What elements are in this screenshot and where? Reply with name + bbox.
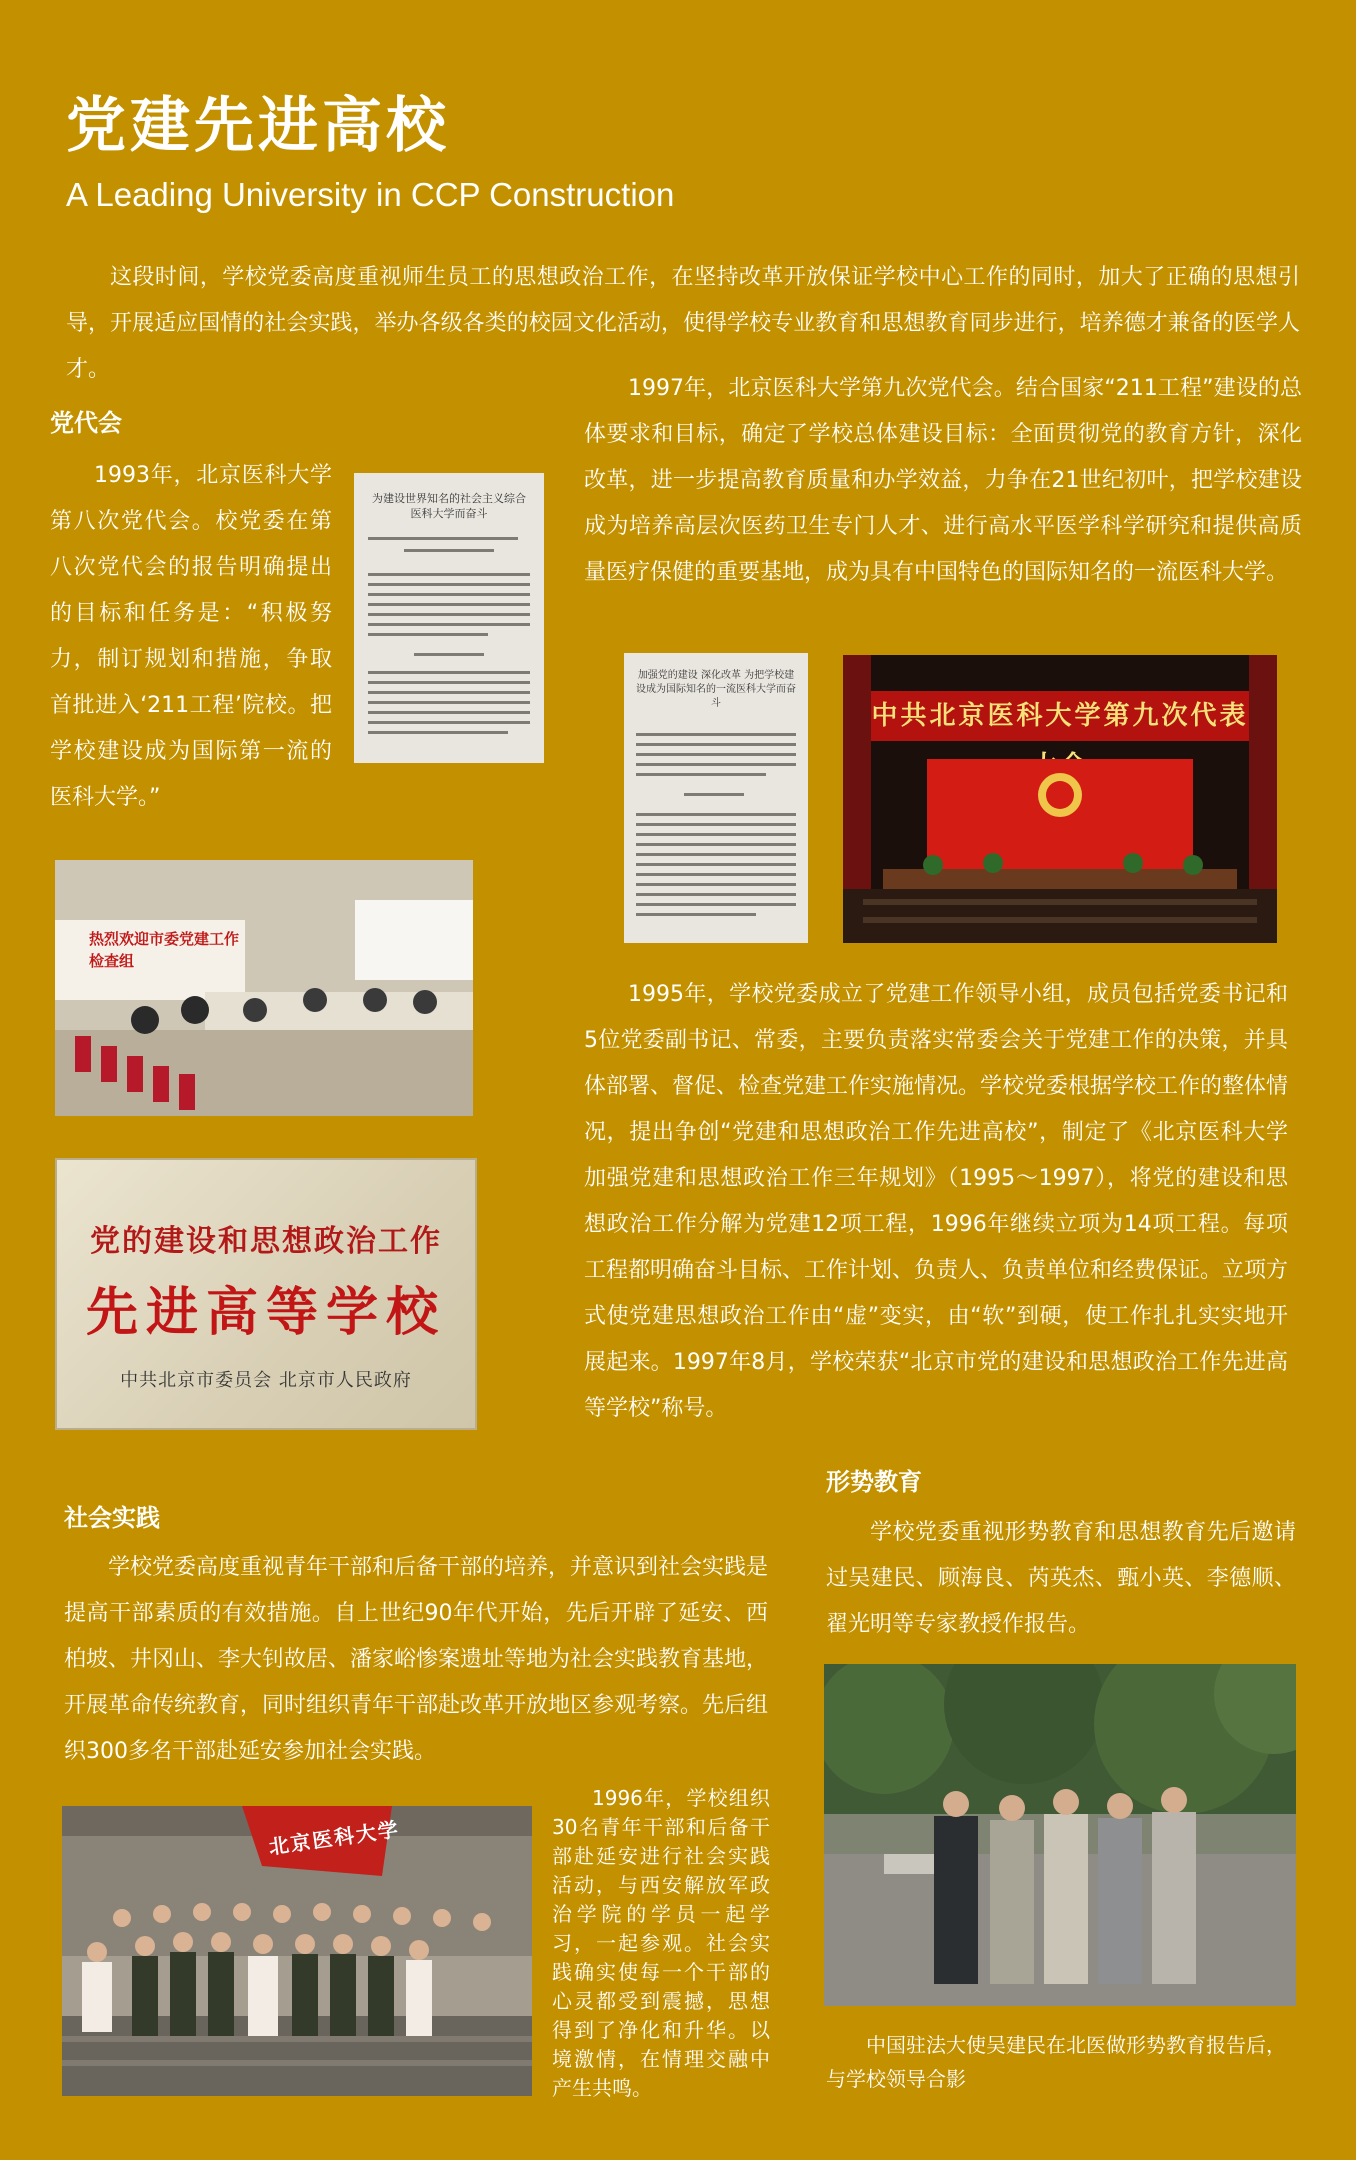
- inspection-meeting-photo: [55, 860, 473, 1116]
- report-document-title: 为建设世界知名的社会主义综合医科大学而奋斗: [372, 492, 526, 520]
- plaque-line-1: 党的建设和思想政治工作: [90, 1224, 442, 1259]
- ambassador-photo-caption: 中国驻法大使吴建民在北医做形势教育报告后，与学校领导合影: [826, 2033, 1286, 2091]
- meeting-scene-graphic: [55, 860, 473, 1116]
- congress-report-title: 加强党的建设 深化改革 为把学校建设成为国际知名的一流医科大学而奋斗: [636, 670, 796, 709]
- situation-education-heading: 形势教育: [826, 1468, 922, 1496]
- intro-paragraph: 这段时间，学校党委高度重视师生员工的思想政治工作，在坚持改革开放保证学校中心工作的同时，加大了正确的思想引导，开展适应国情的社会实践，举办各级各类的校园文化活动，使得学校专业教育和思想教育同步进行，培养德才兼备的医学人才。: [66, 265, 1300, 382]
- party-congress-heading: 党代会: [50, 409, 122, 437]
- congress-1997-text: 1997年，北京医科大学第九次党代会。结合国家“211工程”建设的总体要求和目标，确定了学校总体建设目标：全面贯彻党的教育方针，深化改革，进一步提高教育质量和办学效益，力争在21世纪初叶，把学校建设成为培养高层次医药卫生专门人才、进行高水平医学科学研究和提供高质量医疗保健的重要基地，成为具有中国特色的国际知名的一流医科大学。: [584, 376, 1302, 585]
- meeting-banner: 热烈欢迎市委党建工作检查组: [89, 930, 240, 970]
- social-practice-1996-text: 1996年，学校组织30名青年干部和后备干部赴延安进行社会实践活动，与西安解放军政治学院的学员一起学习，一起参观。社会实践确实使每一个干部的心灵都受到震撼，思想得到了净化和升华。以境激情，在情理交融中产生共鸣。: [552, 1786, 770, 2100]
- plaque-line-2: 先进高等学校: [85, 1282, 446, 1343]
- congress-1993-text: 1993年，北京医科大学第八次党代会。校党委在第八次党代会的报告明确提出的目标和任务是：“积极努力，制订规划和措施，争取首批进入‘211工程’院校。把学校建设成为国际第一流的医科大学。”: [50, 463, 332, 810]
- congress-hall-photo: [843, 655, 1277, 943]
- situation-education-text: 学校党委重视形势教育和思想教育先后邀请过吴建民、顾海良、芮英杰、甄小英、李德顺、翟光明等专家教授作报告。: [826, 1520, 1296, 1637]
- hall-banner: 中共北京医科大学第九次代表: [861, 691, 1259, 741]
- congress-report-photo: [624, 653, 808, 943]
- flag-text: 北京医科大学: [267, 1816, 402, 1860]
- page-title: 党建先进高校: [66, 91, 450, 161]
- page-subtitle: A Leading University in CCP Construction: [66, 176, 675, 213]
- hall-stage-graphic: [843, 655, 1277, 943]
- advanced-university-plaque: [55, 1158, 477, 1430]
- plaque-issuers: 中共北京市委员会 北京市人民政府: [120, 1370, 412, 1391]
- social-practice-heading: 社会实践: [64, 1504, 160, 1532]
- report-document-photo: [354, 473, 544, 763]
- yanan-group-photo: [62, 1806, 532, 2096]
- party-building-1995-text: 1995年，学校党委成立了党建工作领导小组，成员包括党委书记和5位党委副书记、常委，主要负责落实常委会关于党建工作的决策，并具体部署、督促、检查党建工作实施情况。学校党委根据学校工作的整体情况，提出争创“党建和思想政治工作先进高校”，制定了《北京医科大学加强党建和思想政治工作三年规划》（1995～1997），将党的建设和思想政治工作分解为党建12项工程，1996年继续立项为14项工程。每项工程都明确奋斗目标、工作计划、负责人、负责单位和经费保证。立项方式使党建思想政治工作由“虚”变实，由“软”到硬，使工作扎扎实实地开展起来。1997年8月，学校荣获“北京市党的建设和思想政治工作先进高等学校”称号。: [584, 982, 1289, 1421]
- ambassador-group-photo: [824, 1664, 1296, 2006]
- social-practice-text: 学校党委高度重视青年干部和后备干部的培养，并意识到社会实践是提高干部素质的有效措施。自上世纪90年代开始，先后开辟了延安、西柏坡、井冈山、李大钊故居、潘家峪惨案遗址等地为社会实践教育基地，开展革命传统教育，同时组织青年干部赴改革开放地区参观考察。先后组织300多名干部赴延安参加社会实践。: [64, 1555, 769, 1764]
- ambassador-photo-graphic: [824, 1664, 1296, 2006]
